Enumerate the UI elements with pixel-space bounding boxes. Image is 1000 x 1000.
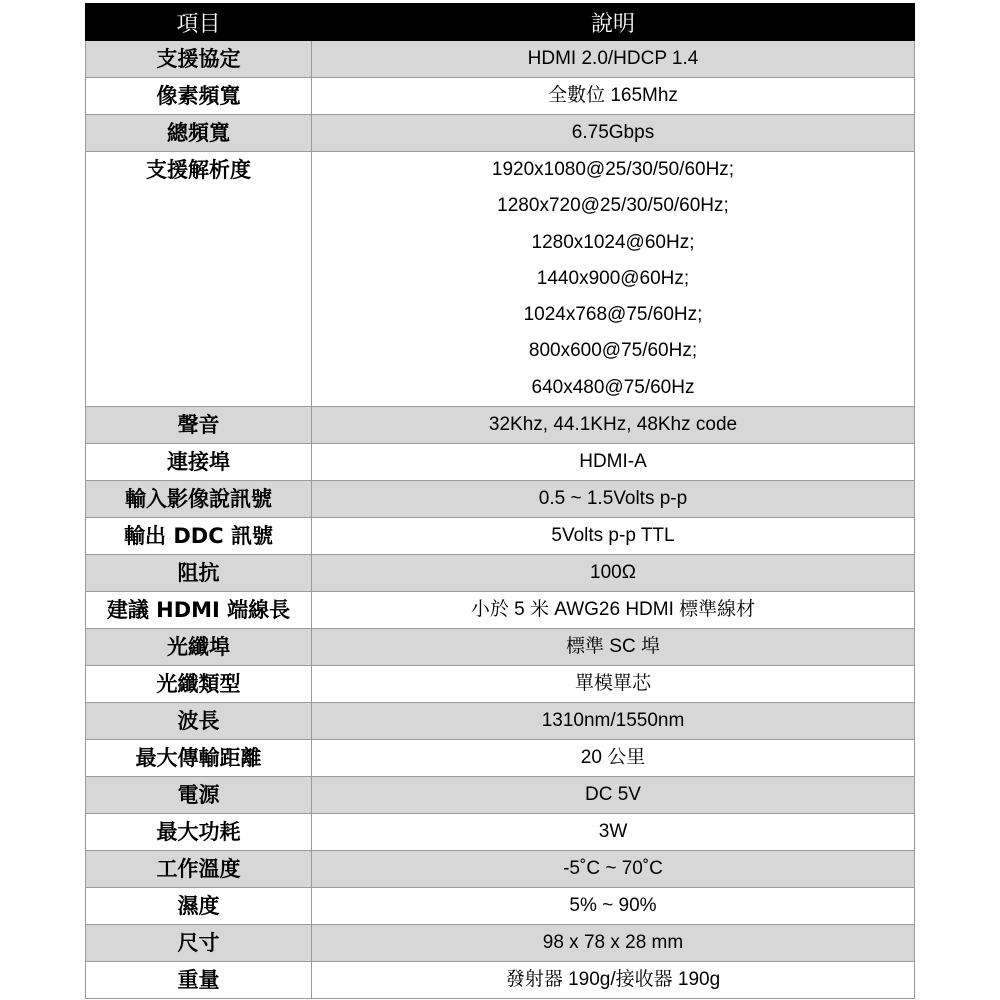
row-max-power (86, 814, 915, 851)
header-description: 說明 (312, 4, 915, 41)
row-fiber-port (86, 629, 915, 666)
row-label: 光纖類型 (86, 666, 312, 703)
row-value: -5˚C ~ 70˚C (312, 851, 915, 888)
row-value: HDMI 2.0/HDCP 1.4 (312, 41, 915, 78)
row-impedance (86, 555, 915, 592)
header-item: 項目 (86, 4, 312, 41)
row-value: 98 x 78 x 28 mm (312, 925, 915, 962)
resolution-line: 1920x1080@25/30/50/60Hz; (491, 159, 735, 180)
row-connector (86, 444, 915, 481)
row-operating-temp (86, 851, 915, 888)
row-label: 像素頻寬 (86, 78, 312, 115)
resolution-line: 640x480@75/60Hz (531, 376, 695, 398)
row-value: 0.5 ~ 1.5Volts p-p (312, 481, 915, 518)
row-label: 尺寸 (86, 925, 312, 962)
row-value: 6.75Gbps (312, 115, 915, 152)
row-total-bandwidth (86, 115, 915, 152)
row-label: 連接埠 (86, 444, 312, 481)
row-label: 工作溫度 (86, 851, 312, 888)
row-label: 最大功耗 (86, 814, 312, 851)
row-value: 5% ~ 90% (312, 888, 915, 925)
row-max-distance (86, 740, 915, 777)
row-value: 發射器 190g/接收器 190g (312, 962, 915, 999)
row-label: 阻抗 (86, 555, 312, 592)
row-value: 標準 SC 埠 (312, 629, 915, 666)
row-input-signal (86, 481, 915, 518)
row-value: 全數位 165Mhz (312, 78, 915, 115)
row-protocol (86, 41, 915, 78)
row-power (86, 777, 915, 814)
row-resolution (86, 152, 915, 407)
row-label: 光纖埠 (86, 629, 312, 666)
row-dimensions (86, 925, 915, 962)
row-value: 100Ω (312, 555, 915, 592)
row-fiber-type (86, 666, 915, 703)
row-wavelength (86, 703, 915, 740)
row-value (312, 152, 915, 407)
row-ddc-signal (86, 518, 915, 555)
row-label: 建議 HDMI 端線長 (86, 592, 312, 629)
row-label: 輸入影像說訊號 (86, 481, 312, 518)
row-label: 電源 (86, 777, 312, 814)
spec-table (85, 3, 915, 999)
row-audio (86, 407, 915, 444)
row-label: 支援協定 (86, 41, 312, 78)
resolution-line: 1280x720@25/30/50/60Hz; (497, 195, 729, 217)
row-value: 1310nm/1550nm (312, 703, 915, 740)
row-value: 20 公里 (312, 740, 915, 777)
header-row (86, 4, 915, 41)
row-value: DC 5V (312, 777, 915, 814)
row-pixel-bandwidth (86, 78, 915, 115)
row-value: 小於 5 米 AWG26 HDMI 標準線材 (312, 592, 915, 629)
resolution-line: 1280x1024@60Hz; (531, 231, 695, 253)
resolution-line: 1024x768@75/60Hz; (523, 304, 703, 326)
row-weight (86, 962, 915, 999)
row-cable-length (86, 592, 915, 629)
row-humidity (86, 888, 915, 925)
row-value: 32Khz, 44.1KHz, 48Khz code (312, 407, 915, 444)
row-label: 聲音 (86, 407, 312, 444)
row-value: 3W (312, 814, 915, 851)
resolution-line: 1440x900@60Hz; (536, 267, 690, 289)
row-label: 支援解析度 (86, 152, 312, 407)
resolution-line: 800x600@75/60Hz; (528, 340, 698, 362)
row-value: HDMI-A (312, 444, 915, 481)
row-label: 濕度 (86, 888, 312, 925)
row-value: 單模單芯 (312, 666, 915, 703)
row-label: 輸出 DDC 訊號 (86, 518, 312, 555)
row-label: 總頻寬 (86, 115, 312, 152)
row-label: 重量 (86, 962, 312, 999)
row-label: 波長 (86, 703, 312, 740)
row-value: 5Volts p-p TTL (312, 518, 915, 555)
row-label: 最大傳輸距離 (86, 740, 312, 777)
